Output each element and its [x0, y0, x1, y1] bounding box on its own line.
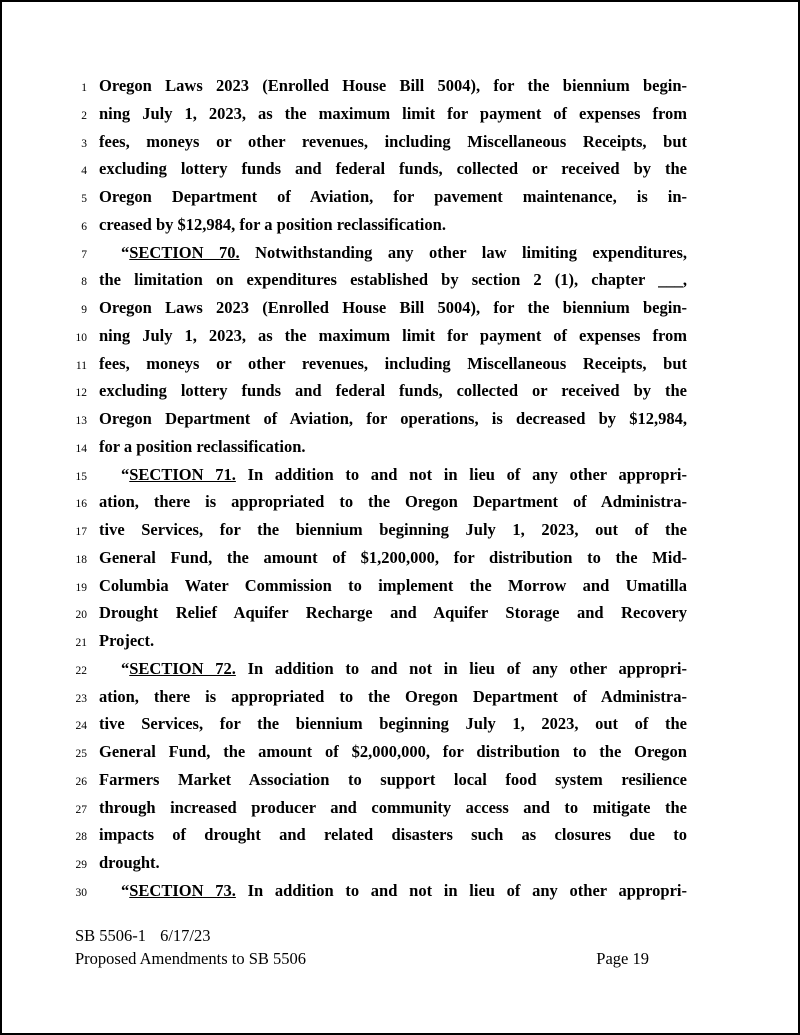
line-text: Farmers Market Association to support local food system resilience [99, 769, 687, 789]
line-number: 12 [75, 387, 87, 400]
line-text: “SECTION 73. In addition to and not in lieu of any other appropri- [121, 880, 687, 900]
section-heading: SECTION 72. [129, 658, 236, 678]
line-number: 15 [75, 470, 87, 483]
line-text: “SECTION 72. In addition to and not in lieu of any other appropri- [121, 658, 687, 678]
text-line [2, 294, 687, 322]
text-line [2, 599, 687, 627]
line-number: 8 [81, 276, 87, 289]
line-number: 30 [75, 886, 87, 899]
measure-number: SB 5506-1 [75, 926, 147, 945]
document-title: Proposed Amendments to SB 5506 [75, 949, 307, 968]
line-text: “SECTION 70. Notwithstanding any other law limiting expenditures, [121, 242, 687, 262]
text-line [2, 211, 687, 239]
text-line [2, 738, 687, 766]
line-number: 20 [75, 609, 87, 622]
text-line [2, 821, 687, 849]
line-text: excluding lottery funds and federal funds, collected or received by the [99, 381, 687, 401]
line-text: Oregon Department of Aviation, for pavement maintenance, is in- [99, 187, 687, 206]
text-line [2, 350, 687, 378]
line-text: ning July 1, 2023, as the maximum limit for payment of expenses from [99, 325, 687, 345]
text-line [2, 377, 687, 405]
line-text: “SECTION 71. In addition to and not in lieu of any other appropri- [121, 464, 687, 484]
line-text: Oregon Laws 2023 (Enrolled House Bill 5004), for the biennium begin- [99, 76, 687, 95]
text-line [2, 710, 687, 738]
line-number: 6 [81, 220, 87, 233]
line-number: 4 [81, 165, 87, 178]
text-line [2, 794, 687, 822]
line-text: tive Services, for the biennium beginning July 1, 2023, out of the [99, 520, 687, 539]
line-number: 19 [75, 581, 87, 594]
text-line [2, 877, 687, 905]
text-line [2, 405, 687, 433]
footer-title-line [75, 949, 649, 969]
line-text: drought. [99, 853, 160, 872]
measure-date: 6/17/23 [160, 926, 211, 945]
line-number: 24 [75, 720, 87, 733]
line-text: Drought Relief Aquifer Recharge and Aquifer Storage and Recovery [99, 603, 687, 623]
text-line [2, 766, 687, 794]
line-text: ation, there is appropriated to the Oregon Department of Administra- [99, 492, 687, 512]
line-text: Project. [99, 631, 155, 650]
line-text: fees, moneys or other revenues, including Miscellaneous Receipts, but [99, 131, 687, 151]
line-number: 2 [81, 109, 87, 122]
text-line [2, 72, 687, 100]
line-number: 17 [75, 526, 87, 538]
line-number: 1 [81, 82, 87, 94]
line-text: tive Services, for the biennium beginning July 1, 2023, out of the [99, 714, 687, 734]
line-number: 3 [81, 137, 87, 150]
text-line [2, 239, 687, 267]
footer-measure-line [75, 926, 649, 946]
text-line [2, 655, 687, 683]
line-number: 29 [75, 859, 87, 871]
text-line [2, 849, 687, 877]
text-line [2, 100, 687, 128]
line-number: 7 [81, 248, 87, 261]
text-line [2, 516, 687, 544]
text-line [2, 461, 687, 489]
section-heading: SECTION 70. [129, 242, 240, 262]
line-number: 11 [75, 359, 87, 372]
text-line [2, 322, 687, 350]
line-text: creased by $12,984, for a position reclassification. [99, 214, 446, 234]
text-line [2, 433, 687, 461]
text-line [2, 183, 687, 211]
text-line [2, 155, 687, 183]
text-lines [2, 72, 687, 905]
line-number: 5 [81, 193, 87, 205]
text-line [2, 266, 687, 294]
section-heading: SECTION 73. [129, 880, 236, 900]
text-line [2, 627, 687, 655]
text-line [2, 128, 687, 156]
text-line [2, 488, 687, 516]
line-number: 27 [75, 803, 87, 816]
line-number: 28 [75, 831, 87, 844]
line-number: 22 [75, 664, 87, 677]
line-text: excluding lottery funds and federal funds, collected or received by the [99, 159, 687, 179]
line-text: General Fund, the amount of $1,200,000, for distribution to the Mid- [99, 547, 687, 567]
line-text: impacts of drought and related disasters such as closures due to [99, 825, 687, 845]
text-line [2, 544, 687, 572]
line-text: ning July 1, 2023, as the maximum limit for payment of expenses from [99, 103, 687, 123]
line-text: for a position reclassification. [99, 436, 306, 456]
line-number: 18 [75, 553, 87, 566]
line-text: Columbia Water Commission to implement the Morrow and Umatilla [99, 575, 687, 595]
line-text: the limitation on expenditures established by section 2 (1), chapter ___, [99, 270, 687, 290]
page-number: Page 19 [596, 949, 649, 968]
line-text: Oregon Laws 2023 (Enrolled House Bill 5004), for the biennium begin- [99, 298, 687, 317]
line-number: 14 [75, 442, 87, 455]
text-line [2, 683, 687, 711]
line-number: 9 [81, 304, 87, 316]
line-number: 10 [75, 331, 87, 344]
line-number: 26 [75, 775, 87, 788]
line-text: fees, moneys or other revenues, including Miscellaneous Receipts, but [99, 353, 687, 373]
line-number: 23 [75, 692, 87, 705]
line-number: 16 [75, 498, 87, 511]
line-text: General Fund, the amount of $2,000,000, for distribution to the Oregon [99, 742, 687, 761]
text-line [2, 572, 687, 600]
line-text: through increased producer and community access and to mitigate the [99, 797, 687, 817]
line-text: Oregon Department of Aviation, for operations, is decreased by $12,984, [99, 409, 687, 428]
line-number: 21 [75, 637, 87, 649]
page-footer [75, 926, 649, 969]
line-text: ation, there is appropriated to the Oregon Department of Administra- [99, 686, 687, 706]
line-number: 13 [75, 415, 87, 427]
line-number: 25 [75, 748, 87, 760]
section-heading: SECTION 71. [129, 464, 236, 484]
